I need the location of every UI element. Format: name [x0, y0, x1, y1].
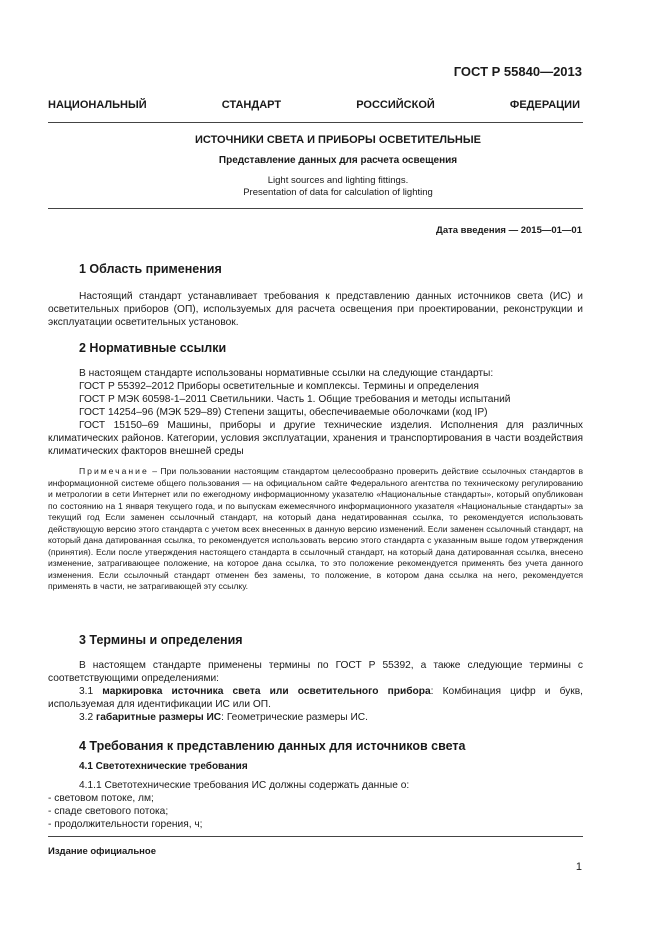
- section-4-heading: 4 Требования к представлению данных для источников света: [79, 739, 466, 753]
- english-title-line-1: Light sources and lighting fittings.: [267, 175, 409, 186]
- term-3-2-number: 3.2: [79, 712, 94, 723]
- requirement-list-item: - продолжительности горения, ч;: [48, 819, 203, 830]
- section-2-heading: 2 Нормативные ссылки: [79, 341, 227, 355]
- references-note: [48, 466, 583, 593]
- english-title-line-2: Presentation of data for calculation of lighting: [243, 187, 433, 198]
- term-3-1: [48, 685, 583, 711]
- footer-divider: [48, 836, 583, 837]
- term-3-1-term: маркировка источника света или осветительного прибора: [102, 686, 431, 697]
- term-3-2-definition: : Геометрические размеры ИС.: [221, 712, 368, 723]
- section-2-intro: В настоящем стандарте использованы нормативные ссылки на следующие стандарты:: [79, 368, 494, 379]
- section-3-heading: 3 Термины и определения: [79, 633, 243, 647]
- section-1-heading: 1 Область применения: [79, 262, 222, 276]
- section-1-text: [48, 290, 583, 330]
- national-standard-banner: НАЦИОНАЛЬНЫЙ СТАНДАРТ РОССИЙСКОЙ ФЕДЕРАЦИИ: [48, 99, 580, 111]
- document-title: ИСТОЧНИКИ СВЕТА И ПРИБОРЫ ОСВЕТИТЕЛЬНЫЕ: [195, 134, 481, 146]
- section-3-text-content: В настоящем стандарте применены термины по ГОСТ Р 55392, а также следующие термины с соответствующими определениями:: [48, 660, 583, 685]
- section-1-text-content: Настоящий стандарт устанавливает требования к представлению данных источников света (ИС) и осветительных приборов (ОП), используемых для расчета освещения при проектировании, реконструкции и эксплуатации осветительных установок.: [48, 291, 583, 329]
- note-label: Примечание: [79, 466, 149, 476]
- header-divider: [48, 122, 583, 123]
- term-3-1-number: 3.1: [79, 686, 94, 697]
- normative-reference: ГОСТ Р МЭК 60598-1–2011 Светильники. Часть 1. Общие требования и методы испытаний: [79, 394, 511, 405]
- page-number: 1: [575, 861, 582, 873]
- document-number: ГОСТ Р 55840—2013: [453, 64, 582, 79]
- introduction-date: Дата введения — 2015—01—01: [436, 225, 582, 236]
- document-subtitle: Представление данных для расчета освещения: [218, 155, 458, 166]
- section-4-1-heading: 4.1 Светотехнические требования: [79, 761, 248, 772]
- english-title: [48, 175, 628, 199]
- term-3-2: [48, 711, 583, 724]
- requirement-list-item: - световом потоке, лм;: [48, 793, 154, 804]
- requirement-list-item: - спаде светового потока;: [48, 806, 169, 817]
- normative-reference: ГОСТ 14254–96 (МЭК 529–89) Степени защиты, обеспечиваемые оболочками (код IP): [79, 407, 488, 418]
- normative-reference: ГОСТ Р 55392–2012 Приборы осветительные и комплексы. Термины и определения: [79, 381, 479, 392]
- normative-reference-long-text: ГОСТ 15150–69 Машины, приборы и другие технические изделия. Исполнения для различных климатических районов. Категории, условия эксплуатации, хранения и транспортирования в части воздействия климатических факторов внешней среды: [48, 420, 583, 458]
- title-divider: [48, 208, 583, 209]
- term-3-1-definition: : Комбинация цифр и букв, используемая для идентификации ИС или ОП.: [48, 686, 583, 711]
- note-text: – При пользовании настоящим стандартом целесообразно проверить действие ссылочных стандартов в информационной системе общего пользования — на официальном сайте Федерального агентства по техническому регулированию и метрологии в сети Интернет или по ежегодному информационному указателю «Национальные стандарты», который опубликован по состоянию на 1 января текущего года, и по выпускам ежемесячного информационного указателя «Национальные стандарты» за текущий год Если заменен ссылочный стандарт, на который дана недатированная ссылка, то рекомендуется использовать действующую версию этого стандарта с учетом всех внесенных в данную версию изменений. Если заменен ссылочный стандарт, на который дана датированная ссылка, то рекомендуется использовать версию этого стандарта с указанным выше годом утверждения (принятия). Если после утверждения настоящего стандарта в ссылочный стандарт, на который дана датированная ссылка, внесено изменение, затрагивающее положение, на которое дана ссылка, то это положение рекомендуется применять без учета данного изменения. Если ссылочный стандарт отменен без замены, то положение, в котором дана ссылка на него, рекомендуется применять в части, не затрагивающей эту ссылку.: [48, 466, 584, 591]
- official-edition-label: Издание официальное: [48, 846, 156, 857]
- section-4-1-1-text: 4.1.1 Светотехнические требования ИС должны содержать данные о:: [79, 780, 410, 791]
- term-3-2-term: габаритные размеры ИС: [96, 712, 222, 723]
- normative-reference-long: [48, 419, 583, 459]
- section-3-text: [48, 659, 583, 685]
